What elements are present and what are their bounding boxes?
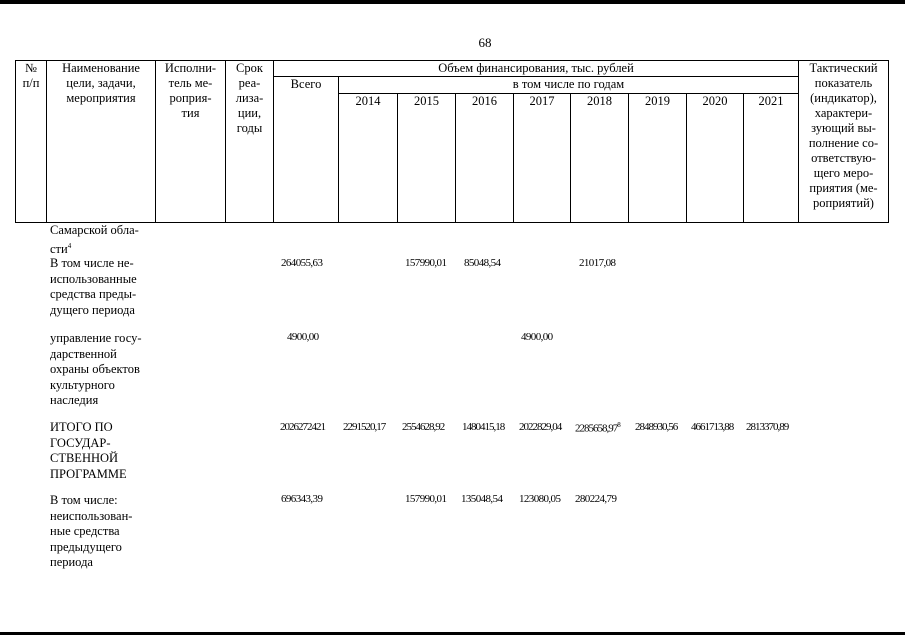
row-value-2015: 157990,01 xyxy=(405,257,447,269)
header-year-2020: 2020 xyxy=(702,94,728,108)
row-name: ИТОГО ПО ГОСУДАР- СТВЕННОЙ ПРОГРАММЕ xyxy=(50,420,127,481)
header-funding-title: Объем финансирования, тыс. рублей xyxy=(438,61,634,75)
header-year-2019: 2019 xyxy=(645,94,670,108)
header-by-years: в том числе по годам xyxy=(512,77,625,91)
row-value-2015: 157990,01 xyxy=(405,493,447,505)
header-year-2018: 2018 xyxy=(587,94,612,108)
row-total: 696343,39 xyxy=(281,493,323,505)
header-col-name: Наименование цели, задачи, мероприятия xyxy=(62,61,140,105)
header-col-term: Срок реа- лиза- ции, годы xyxy=(235,61,264,135)
row-total: 2026272421 xyxy=(280,421,325,433)
row-value-2020: 4661713,88 xyxy=(691,421,734,433)
header-year-2017: 2017 xyxy=(529,94,555,108)
row-name: Самарской обла- сти$^4$ xyxy=(50,223,139,256)
row-total: 4900,00 xyxy=(287,331,319,343)
row-value-2015: 2554628,92 xyxy=(402,421,445,433)
header-col-indicator: Тактический показатель (индикатор), характери- зующий вы- полнение со- ответствую- щего меро- приятия (ме- роприятий) xyxy=(808,61,879,210)
row-value-2021: 2813370,89 xyxy=(746,421,789,433)
row-value-2016: 85048,54 xyxy=(464,257,501,269)
row-value-2019: 2848930,56 xyxy=(635,421,678,433)
row-value-2018: 280224,79 xyxy=(575,493,617,505)
header-year-2016: 2016 xyxy=(472,94,497,108)
page-number: 68 xyxy=(478,35,492,50)
row-name: В том числе не- использованные средства преды- дущего периода xyxy=(50,256,137,317)
row-value-2014: 2291520,17 xyxy=(343,421,386,433)
row-name: управление госу- дарственной охраны объектов культурного наследия xyxy=(50,331,142,407)
row-value-2017: 2022829,04 xyxy=(519,421,562,433)
header-year-2014: 2014 xyxy=(355,94,381,108)
top-rule xyxy=(0,0,905,4)
header-col-executor: Исполни- тель ме- роприя- тия xyxy=(164,61,217,120)
row-total: 264055,63 xyxy=(281,257,323,269)
bottom-rule xyxy=(0,632,905,635)
header-total: Всего xyxy=(290,77,322,91)
header-year-2021: 2021 xyxy=(758,94,784,108)
row-value-2016: 1480415,18 xyxy=(462,421,505,433)
row-value-2018: 2285658,97$^8$ xyxy=(575,421,620,435)
row-value-2016: 135048,54 xyxy=(461,493,503,505)
header-col-number: № п/п xyxy=(22,61,40,90)
row-name: В том числе: неиспользован- ные средства предыдущего периода xyxy=(50,493,133,569)
row-value-2018: 21017,08 xyxy=(579,257,616,269)
row-value-2017: 4900,00 xyxy=(521,331,553,343)
header-year-2015: 2015 xyxy=(414,94,439,108)
row-value-2017: 123080,05 xyxy=(519,493,561,505)
